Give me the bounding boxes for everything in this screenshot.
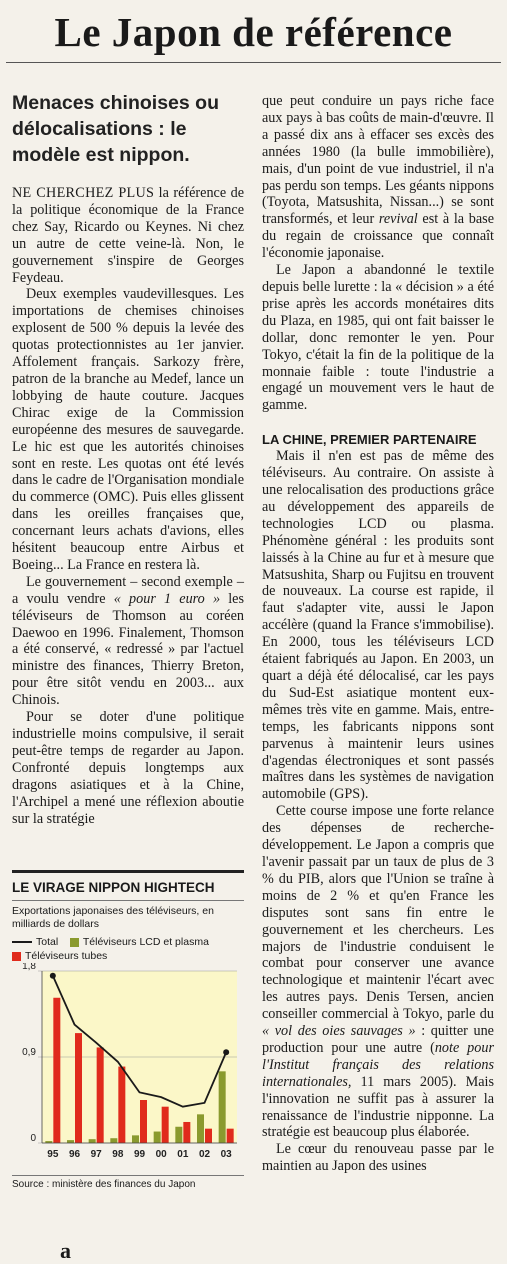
lead-text: la référence de la politique économique de la France chez Say, Ricardo ou Keynes. Ni chez un autre de cette veine-là. Non, le gouvernement s'inspire de Georges Feydeau. xyxy=(12,185,244,286)
total-endpoint xyxy=(50,973,56,979)
lead-caps: NE CHERCHEZ PLUS xyxy=(12,185,155,201)
bar-tubes xyxy=(75,1033,82,1143)
x-tick-label: 97 xyxy=(90,1149,102,1160)
x-tick-label: 95 xyxy=(47,1149,59,1160)
bar-lcd xyxy=(132,1135,139,1143)
text-run: 11 mars 2005). Mais l'innovation ne suffit pas à assurer la renaissance de l'industrie nipponne. La stratégie est beaucoup plus élaborée. xyxy=(262,1073,494,1141)
x-tick-label: 01 xyxy=(177,1149,189,1160)
chart-legend xyxy=(12,935,244,963)
x-tick-label: 99 xyxy=(133,1149,146,1160)
legend-row xyxy=(12,935,244,949)
paragraph-lead xyxy=(12,185,244,286)
paragraph xyxy=(262,93,494,262)
legend-lcd-label: Téléviseurs LCD et plasma xyxy=(82,936,209,948)
text-run: Le gouvernement – second exemple – a voulu vendre xyxy=(12,573,244,607)
text-run: que peut conduire un pays riche face aux pays à bas coûts de main-d'œuvre. Il a passé dix ans à effacer ses excès des années 1980 (la bulle immobilière), mais, d'un point de vue industriel, il n'a pas perdu son temps. Les géants nippons (Toyota, Matsushita, Nissan...) se sont transformés, et leur xyxy=(262,93,494,228)
emphasis: « pour 1 euro » xyxy=(113,590,221,607)
x-tick-label: 00 xyxy=(155,1149,167,1160)
paragraph: Le cœur du renouveau passe par le maintien au Japon des usines xyxy=(262,1141,494,1175)
paragraph: Deux exemples vaudevillesques. Les importations de chemises chinoises explosent de 500 % depuis la levée des quotas protectionnistes au 1er janvier. Affolement français. Sarkozy frère, patron de la branche au Medef, lance un lobbying de haute couture. Jacques Chirac exige de la Commission européenne des mesures de sauvegarde. Le hic est que les autorités chinoises sont en reste. Les quotas ont été levés dans le cadre de l'Organisation mondiale du commerce (OMC). Puis elles glissent dans les oreilles françaises que, concernant leurs achats d'avions, elles hésitent beaucoup entre Airbus et Boeing... La France en restera là. xyxy=(12,286,244,573)
bar-tubes xyxy=(140,1100,147,1143)
paragraph: Mais il n'en est pas de même des téléviseurs. Au contraire. On assiste à une relocalisation des productions grâce au développement des appareils de technologies LCD ou plasma. Phénomène général : les produits sont laissés à la Chine au fur et à mesure que Matsushita, Sharp ou Fujitsu en trouvent de nouveaux. La course est rapide, il faut s'adapter vite, aussi le Japon accélère (quand la France s'immobilise). En 2000, tous les téléviseurs LCD étaient fabriqués au Japon. En 2003, un quart a déjà été délocalisé, car les pays du Sud-Est asiatique montent eux-mêmes très vite en gamme. Mais, entre-temps, les fabricants nippons sont parvenus à maintenir leurs usines d'agendas électroniques et sont passés maîtres dans les systèmes de navigation automobile (GPS). xyxy=(262,448,494,803)
x-tick-label: 03 xyxy=(220,1149,232,1160)
bar-tubes xyxy=(227,1129,234,1143)
paragraph: Le Japon a abandonné le textile depuis belle lurette : la « décision » a été prise après les accords monétaires dits du Plaza, en 1985, qui ont fait baisser le dollar, donc remonter le yen. Pour Tokyo, c'était la fin de la politique de la monnaie faible : toute l'industrie a engagé un mouvement vers le haut de gamme. xyxy=(262,262,494,414)
paragraph xyxy=(262,803,494,1141)
bar-lcd xyxy=(89,1139,96,1143)
bar-tubes xyxy=(53,998,60,1143)
bar-lcd xyxy=(110,1138,117,1143)
x-tick-label: 96 xyxy=(68,1149,81,1160)
text-run: est à la base du regain de croissance que connaît l'économie japonaise. xyxy=(262,211,494,262)
legend-total-label: Total xyxy=(36,936,59,948)
chart-title: LE VIRAGE NIPPON HIGHTECH xyxy=(12,870,244,901)
bar-lcd xyxy=(219,1071,226,1143)
total-endpoint xyxy=(223,1049,229,1055)
bar-lcd xyxy=(67,1140,74,1143)
headline: Le Japon de référence xyxy=(54,9,453,55)
headline-rule xyxy=(6,62,501,63)
y-tick-label: 1,8 xyxy=(22,963,36,972)
chart-subtitle: Exportations japonaises des téléviseurs, en milliards de dollars xyxy=(12,905,214,930)
chart-source: Source : ministère des finances du Japon xyxy=(12,1175,244,1190)
legend-total-swatch xyxy=(12,941,32,943)
bar-tubes xyxy=(183,1122,190,1143)
legend-lcd-swatch xyxy=(70,938,79,947)
bar-tubes xyxy=(162,1107,169,1143)
bar-lcd xyxy=(154,1132,161,1143)
bar-tubes xyxy=(118,1067,125,1143)
bar-lcd xyxy=(197,1114,204,1143)
page-fragment-glyph: a xyxy=(60,1238,71,1263)
emphasis: revival xyxy=(378,211,418,228)
legend-tubes-label: Téléviseurs tubes xyxy=(25,950,108,962)
paragraph xyxy=(12,574,244,709)
legend-row xyxy=(12,949,244,963)
text-run: les téléviseurs de Thomson au coréen Daewoo en 1996. Finalement, Thomson a été conservé, « redressé » par l'actuel ministre des finances, Thierry Breton, pour être sitôt vendu en 2003... aux Chinois. xyxy=(12,590,245,709)
chart-box xyxy=(12,870,244,1215)
text-run: Cette course impose une forte relance des dépenses de recherche-développement. Le Japon a compris que l'avenir passait par un taux de plus de 3 % du PIB, alors que l'Union se traîne à moins de 2 % et qu'en France les disputes sont sans fin entre le gouvernement et les chercheurs. Les majors de l'industrie conduisent le combat pour conserver une avance technologique et maintenir l'écart avec les autres pays. Denis Tersen, ancien conseiller commercial à Tokyo, parle du xyxy=(262,803,494,1023)
legend-tubes-swatch xyxy=(12,952,21,961)
article-column-right xyxy=(262,93,494,1175)
emphasis: « vol des oies sauvages » xyxy=(262,1023,416,1040)
subhead: Menaces chinoises ou délocalisations : le modèle est nippon. xyxy=(12,92,219,166)
x-tick-label: 98 xyxy=(112,1149,124,1160)
y-tick-label: 0,9 xyxy=(22,1047,36,1058)
chart-plot xyxy=(12,963,244,1168)
section-heading: LA CHINE, PREMIER PARTENAIRE xyxy=(262,432,477,448)
x-tick-label: 02 xyxy=(198,1149,211,1160)
article-column-left xyxy=(12,185,244,827)
y-tick-label: 0 xyxy=(30,1133,36,1144)
bar-lcd xyxy=(175,1127,182,1143)
bar-tubes xyxy=(97,1047,104,1143)
emphasis: note pour l'Institut français des relations internationales, xyxy=(262,1039,494,1090)
bar-tubes xyxy=(205,1129,212,1143)
paragraph: Pour se doter d'une politique industrielle moins compulsive, il serait peut-être temps de regarder au Japon. Confronté depuis longtemps aux dragons asiatiques et à la Chine, l'Archipel a mené une réflexion aboutie sur la stratégie xyxy=(12,709,244,827)
text-run: : quitter une production pour une autre ( xyxy=(262,1023,494,1056)
